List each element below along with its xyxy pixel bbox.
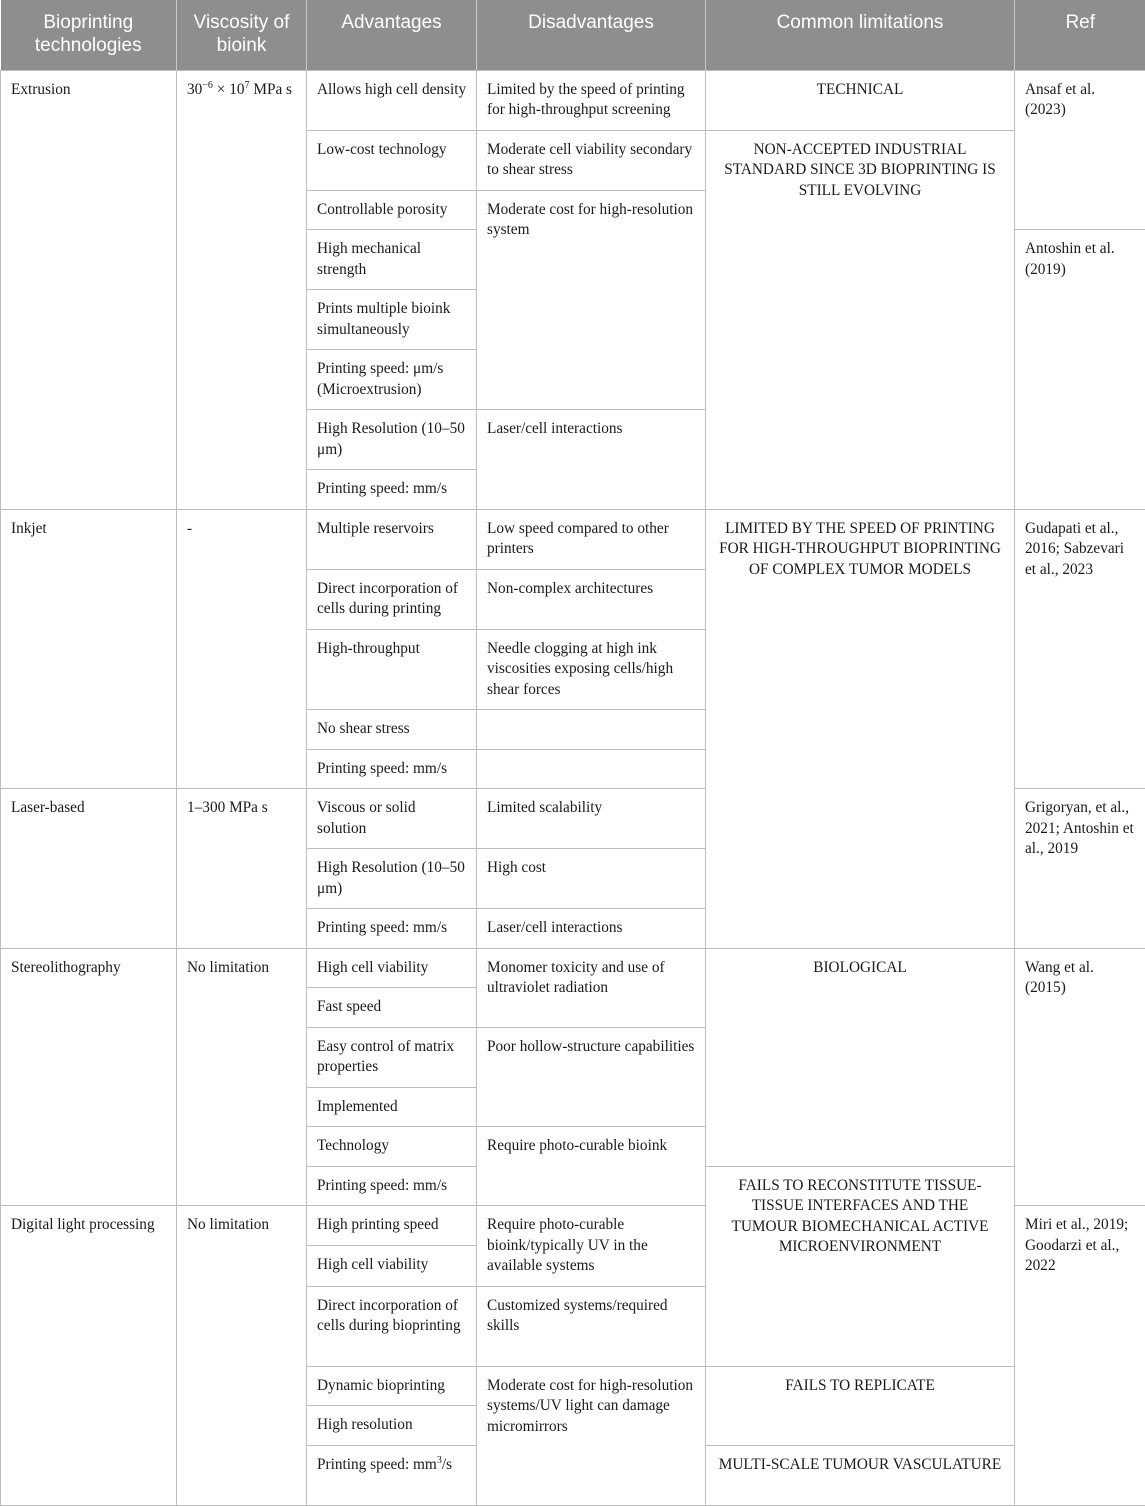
- ref-cell: Wang et al. (2015): [1015, 948, 1145, 1206]
- advantage-cell: High printing speed: [307, 1206, 477, 1246]
- advantage-cell: Low-cost technology: [307, 130, 477, 190]
- header-technologies: Bioprinting technologies: [1, 0, 177, 70]
- advantage-cell: Printing speed: mm/s: [307, 749, 477, 789]
- advantage-cell: Easy control of matrix properties: [307, 1027, 477, 1087]
- disadvantage-cell: Needle clogging at high ink viscosities exposing cells/high shear forces: [477, 629, 706, 710]
- limitation-cell: TECHNICAL: [706, 70, 1015, 130]
- header-limitations: Common limitations: [706, 0, 1015, 70]
- ref-cell: Antoshin et al. (2019): [1015, 230, 1145, 510]
- advantage-cell: Printing speed: μm/s (Microextrusion): [307, 350, 477, 410]
- tech-cell: Inkjet: [1, 509, 177, 789]
- advantage-cell: Printing speed: mm/s: [307, 1166, 477, 1206]
- header-row: [1, 0, 1145, 70]
- advantage-cell: High cell viability: [307, 1246, 477, 1286]
- table-row: [1, 70, 1145, 130]
- disadvantage-cell: Limited scalability: [477, 789, 706, 849]
- disadvantage-cell: High cost: [477, 849, 706, 909]
- viscosity-cell: $30^{-6} \times 10^7$ MPa s: [177, 70, 307, 509]
- disadvantage-cell: Poor hollow-structure capabilities: [477, 1027, 706, 1127]
- advantage-cell: Viscous or solid solution: [307, 789, 477, 849]
- advantage-cell: High Resolution (10–50 μm): [307, 410, 477, 470]
- advantage-cell: High mechanical strength: [307, 230, 477, 290]
- advantage-cell: Technology: [307, 1127, 477, 1167]
- advantage-cell: High resolution: [307, 1406, 477, 1446]
- ref-cell: Gudapati et al., 2016; Sabzevari et al., 2023: [1015, 509, 1145, 789]
- disadvantage-cell: Require photo-curable bioink: [477, 1127, 706, 1206]
- advantage-cell: Direct incorporation of cells during printing: [307, 569, 477, 629]
- advantage-cell: Multiple reservoirs: [307, 509, 477, 569]
- header-ref: Ref: [1015, 0, 1145, 70]
- header-disadvantages: Disadvantages: [477, 0, 706, 70]
- advantage-cell: Direct incorporation of cells during bioprinting: [307, 1286, 477, 1366]
- disadvantage-cell: Moderate cost for high-resolution system: [477, 190, 706, 410]
- disadvantage-cell: Laser/cell interactions: [477, 410, 706, 510]
- limitation-cell: MULTI-SCALE TUMOUR VASCULATURE: [706, 1445, 1015, 1505]
- disadvantage-cell: Moderate cost for high-resolution systems/UV light can damage micromirrors: [477, 1366, 706, 1505]
- advantage-cell: Dynamic bioprinting: [307, 1366, 477, 1406]
- tech-cell: Laser-based: [1, 789, 177, 949]
- ref-cell: Ansaf et al. (2023): [1015, 70, 1145, 230]
- tech-cell: Extrusion: [1, 70, 177, 509]
- advantage-cell: High-throughput: [307, 629, 477, 710]
- disadvantage-cell: [477, 749, 706, 789]
- ref-cell: Grigoryan, et al., 2021; Antoshin et al., 2019: [1015, 789, 1145, 949]
- limitation-cell: NON-ACCEPTED INDUSTRIAL STANDARD SINCE 3D BIOPRINTING IS STILL EVOLVING: [706, 130, 1015, 509]
- advantage-cell: Printing speed: $mm^3/s$: [307, 1445, 477, 1505]
- advantage-cell: Fast speed: [307, 988, 477, 1028]
- header-advantages: Advantages: [307, 0, 477, 70]
- table-row: [1, 948, 1145, 988]
- tech-cell: Stereolithography: [1, 948, 177, 1206]
- disadvantage-cell: Non-complex architectures: [477, 569, 706, 629]
- limitation-cell: FAILS TO RECONSTITUTE TISSUE-TISSUE INTERFACES AND THE TUMOUR BIOMECHANICAL ACTIVE MICROENVIRONMENT: [706, 1166, 1015, 1366]
- disadvantage-cell: Monomer toxicity and use of ultraviolet radiation: [477, 948, 706, 1027]
- disadvantage-cell: Require photo-curable bioink/typically UV in the available systems: [477, 1206, 706, 1287]
- advantage-cell: Implemented: [307, 1087, 477, 1127]
- advantage-cell: Printing speed: mm/s: [307, 909, 477, 949]
- limitation-cell: FAILS TO REPLICATE: [706, 1366, 1015, 1445]
- limitation-cell: LIMITED BY THE SPEED OF PRINTING FOR HIGH-THROUGHPUT BIOPRINTING OF COMPLEX TUMOR MODELS: [706, 509, 1015, 948]
- advantage-cell: Prints multiple bioink simultaneously: [307, 290, 477, 350]
- viscosity-cell: No limitation: [177, 1206, 307, 1506]
- disadvantage-cell: Limited by the speed of printing for high-throughput screening: [477, 70, 706, 130]
- disadvantage-cell: Laser/cell interactions: [477, 909, 706, 949]
- disadvantage-cell: Low speed compared to other printers: [477, 509, 706, 569]
- advantage-cell: Controllable porosity: [307, 190, 477, 230]
- viscosity-cell: -: [177, 509, 307, 789]
- disadvantage-cell: Moderate cell viability secondary to shear stress: [477, 130, 706, 190]
- advantage-cell: No shear stress: [307, 710, 477, 750]
- limitation-cell: BIOLOGICAL: [706, 948, 1015, 1166]
- disadvantage-cell: [477, 710, 706, 750]
- table-row: [1, 509, 1145, 569]
- advantage-cell: Allows high cell density: [307, 70, 477, 130]
- advantage-cell: High cell viability: [307, 948, 477, 988]
- advantage-cell: High Resolution (10–50 μm): [307, 849, 477, 909]
- disadvantage-cell: Customized systems/required skills: [477, 1286, 706, 1366]
- viscosity-cell: 1–300 MPa s: [177, 789, 307, 949]
- ref-cell: Miri et al., 2019; Goodarzi et al., 2022: [1015, 1206, 1145, 1506]
- header-viscosity: Viscosity of bioink: [177, 0, 307, 70]
- tech-cell: Digital light processing: [1, 1206, 177, 1506]
- advantage-cell: Printing speed: mm/s: [307, 470, 477, 510]
- viscosity-cell: No limitation: [177, 948, 307, 1206]
